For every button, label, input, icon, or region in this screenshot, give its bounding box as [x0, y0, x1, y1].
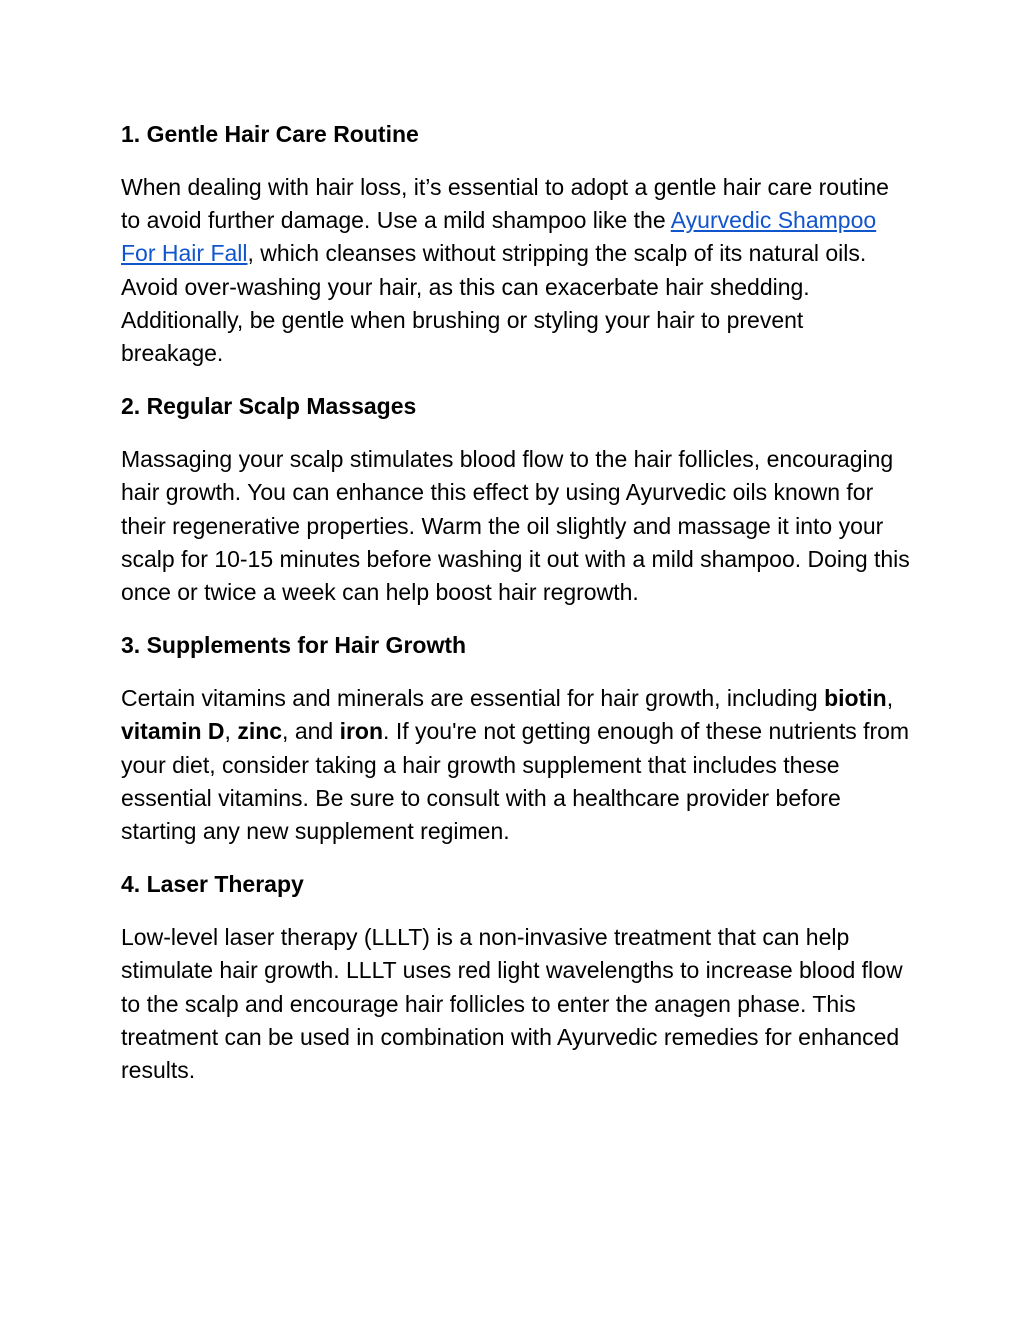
section-heading-laser-therapy: 4. Laser Therapy [121, 871, 304, 898]
nutrient-iron: iron [339, 718, 384, 745]
document-page [121, 118, 911, 1107]
paragraph-scalp-massages: Massaging your scalp stimulates blood flow to the hair follicles, encouraging hair growth. You can enhance this effect by using Ayurvedic oils known for their regenerative properties. Warm the oil slightly and massage it into your scalp for 10-15 minutes before washing it out with a mild shampoo. Doing this once or twice a week can help boost hair regrowth. [121, 446, 910, 606]
paragraph-text: When dealing with hair loss, it’s essential to adopt a gentle hair care routine to avoid further damage. Use a mild shampoo like the [121, 174, 889, 234]
section-heading-scalp-massages: 2. Regular Scalp Massages [121, 393, 417, 420]
nutrient-zinc: zinc [237, 718, 283, 745]
section-heading-gentle-hair-care: 1. Gentle Hair Care Routine [121, 121, 419, 147]
nutrient-vitamin-d: vitamin D [121, 718, 225, 745]
paragraph-supplements [121, 682, 911, 848]
ayurvedic-shampoo-link[interactable]: Ayurvedic Shampoo For Hair Fall [121, 207, 877, 267]
separator: , [886, 685, 894, 712]
section-heading-supplements: 3. Supplements for Hair Growth [121, 632, 467, 659]
paragraph-text: . If you're not getting enough of these nutrients from your diet, consider taking a hair growth supplement that includes these essential vitamins. Be sure to consult with a healthcare provider before starting any new supplement regimen. [121, 718, 910, 845]
separator: , and [282, 718, 340, 745]
paragraph-text: Certain vitamins and minerals are essential for hair growth, including [121, 685, 825, 712]
paragraph-laser-therapy: Low-level laser therapy (LLLT) is a non-invasive treatment that can help stimulate hair growth. LLLT uses red light wavelengths to increase blood flow to the scalp and encourage hair follicles to enter the anagen phase. This treatment can be used in combination with Ayurvedic remedies for enhanced results. [121, 924, 903, 1084]
paragraph-text: , which cleanses without stripping the scalp of its natural oils. Avoid over-washing your hair, as this can exacerbate hair shedding. Additionally, be gentle when brushing or styling your hair to prevent breakage. [121, 240, 867, 367]
nutrient-biotin: biotin [824, 685, 887, 712]
separator: , [224, 718, 238, 745]
paragraph-gentle-hair-care [121, 171, 911, 370]
